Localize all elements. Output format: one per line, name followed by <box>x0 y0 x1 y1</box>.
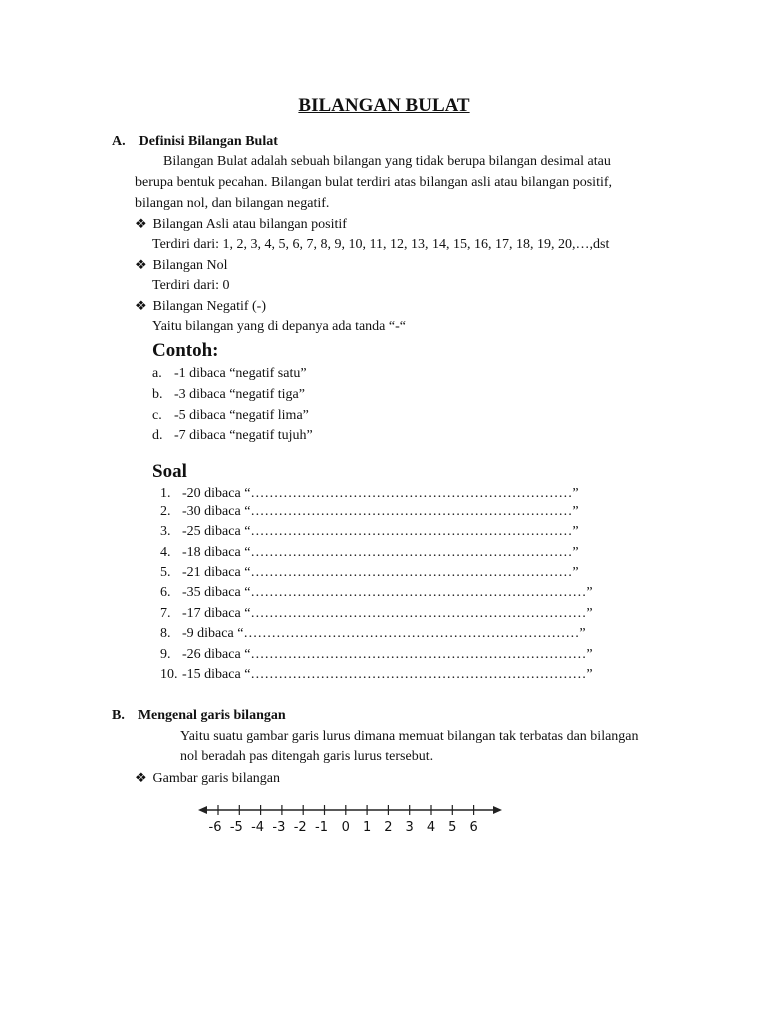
section-a-marker: A. <box>112 134 126 149</box>
bullet-positive-detail: Terdiri dari: 1, 2, 3, 4, 5, 6, 7, 8, 9, 10, 11, 12, 13, 14, 15, 16, 17, 18, 19, 20,…,dst <box>152 237 610 252</box>
example-marker: d. <box>152 428 163 443</box>
exercise-item <box>160 583 593 603</box>
section-b-marker: B. <box>112 708 125 723</box>
number-line-label: 5 <box>448 820 457 835</box>
left-arrow-icon <box>198 806 207 814</box>
exercise-item <box>160 563 579 583</box>
example-item <box>152 385 305 405</box>
exercise-text: -15 dibaca “………………………………………………………………” <box>182 667 593 682</box>
number-line-label: 4 <box>426 820 436 835</box>
section-a-title: Definisi Bilangan Bulat <box>138 134 278 149</box>
right-arrow-icon <box>493 806 502 814</box>
number-line-label: -4 <box>251 820 265 835</box>
example-marker: c. <box>152 408 162 423</box>
example-marker: b. <box>152 387 163 402</box>
diamond-bullet-icon: ❖ <box>135 770 147 785</box>
bullet-zero-detail: Terdiri dari: 0 <box>152 278 230 293</box>
exercise-marker: 9. <box>160 647 171 662</box>
number-line-definition-line-2: nol beradah pas ditengah garis lurus tersebut. <box>180 749 434 764</box>
example-text: -7 dibaca “negatif tujuh” <box>174 428 313 443</box>
example-item <box>152 406 309 426</box>
bullet-zero-label: Bilangan Nol <box>152 258 228 273</box>
number-line-label: 1 <box>362 820 372 835</box>
exercise-item <box>160 604 593 624</box>
bullet-positive-label: Bilangan Asli atau bilangan positif <box>152 217 347 232</box>
exercise-marker: 10. <box>160 667 178 682</box>
number-line-labels <box>209 820 478 835</box>
number-line-figure <box>198 798 502 838</box>
section-b-heading <box>112 706 286 726</box>
bullet-negative-label: Bilangan Negatif (-) <box>152 299 267 314</box>
contoh-heading: Contoh: <box>152 340 219 361</box>
example-item <box>152 364 307 384</box>
exercise-text: -26 dibaca “………………………………………………………………” <box>182 647 593 662</box>
exercise-item <box>160 645 593 665</box>
diamond-bullet-icon: ❖ <box>135 216 147 231</box>
example-text: -5 dibaca “negatif lima” <box>174 408 309 423</box>
exercise-marker: 1. <box>160 486 171 501</box>
number-line-label: -6 <box>208 820 222 835</box>
exercise-marker: 3. <box>160 524 171 539</box>
bullet-number-line-label: Gambar garis bilangan <box>152 771 281 786</box>
exercise-marker: 5. <box>160 565 171 580</box>
bullet-zero <box>135 255 228 276</box>
example-item <box>152 426 313 446</box>
exercise-item <box>160 543 579 563</box>
number-line-label: -3 <box>272 820 286 835</box>
exercise-item <box>160 624 586 644</box>
exercise-text: -18 dibaca “……………………………………………………………” <box>182 545 579 560</box>
number-line-label: 2 <box>384 820 393 835</box>
number-line-label: 3 <box>405 820 414 835</box>
exercise-marker: 7. <box>160 606 171 621</box>
exercise-item <box>160 484 579 504</box>
section-a-heading <box>112 132 278 152</box>
bullet-positive <box>135 214 347 235</box>
soal-heading: Soal <box>152 461 187 482</box>
exercise-text: -30 dibaca “……………………………………………………………” <box>182 504 579 519</box>
diamond-bullet-icon: ❖ <box>135 257 147 272</box>
section-b-title: Mengenal garis bilangan <box>137 708 286 723</box>
document-title: BILANGAN BULAT <box>298 95 470 116</box>
exercise-text: -35 dibaca “………………………………………………………………” <box>182 585 593 600</box>
exercise-marker: 4. <box>160 545 171 560</box>
exercise-marker: 2. <box>160 504 171 519</box>
definition-line-1: Bilangan Bulat adalah sebuah bilangan yang tidak berupa bilangan desimal atau <box>163 154 611 169</box>
example-text: -3 dibaca “negatif tiga” <box>174 387 305 402</box>
exercise-item <box>160 522 579 542</box>
exercise-marker: 6. <box>160 585 171 600</box>
example-marker: a. <box>152 366 162 381</box>
exercise-text: -17 dibaca “………………………………………………………………” <box>182 606 593 621</box>
definition-line-2: berupa bentuk pecahan. Bilangan bulat terdiri atas bilangan asli atau bilangan positif, <box>135 175 613 190</box>
exercise-marker: 8. <box>160 626 171 641</box>
number-line-label: -5 <box>229 820 243 835</box>
exercise-text: -25 dibaca “……………………………………………………………” <box>182 524 579 539</box>
bullet-negative-detail: Yaitu bilangan yang di depanya ada tanda “-“ <box>152 319 406 334</box>
number-line-definition-line-1: Yaitu suatu gambar garis lurus dimana memuat bilangan tak terbatas dan bilangan <box>180 729 639 744</box>
exercise-item <box>160 665 593 685</box>
number-line-label: 0 <box>341 820 350 835</box>
bullet-negative <box>135 296 266 317</box>
bullet-number-line <box>135 768 280 789</box>
definition-line-3: bilangan nol, dan bilangan negatif. <box>135 196 330 211</box>
exercise-text: -20 dibaca “……………………………………………………………” <box>182 486 579 501</box>
number-line-label: -1 <box>315 820 328 835</box>
diamond-bullet-icon: ❖ <box>135 298 147 313</box>
number-line-label: 6 <box>469 820 478 835</box>
number-line-axis <box>198 806 502 814</box>
example-text: -1 dibaca “negatif satu” <box>174 366 307 381</box>
exercise-text: -9 dibaca “………………………………………………………………” <box>182 626 586 641</box>
number-line-label: -2 <box>293 820 307 835</box>
exercise-item <box>160 502 579 522</box>
exercise-text: -21 dibaca “……………………………………………………………” <box>182 565 579 580</box>
